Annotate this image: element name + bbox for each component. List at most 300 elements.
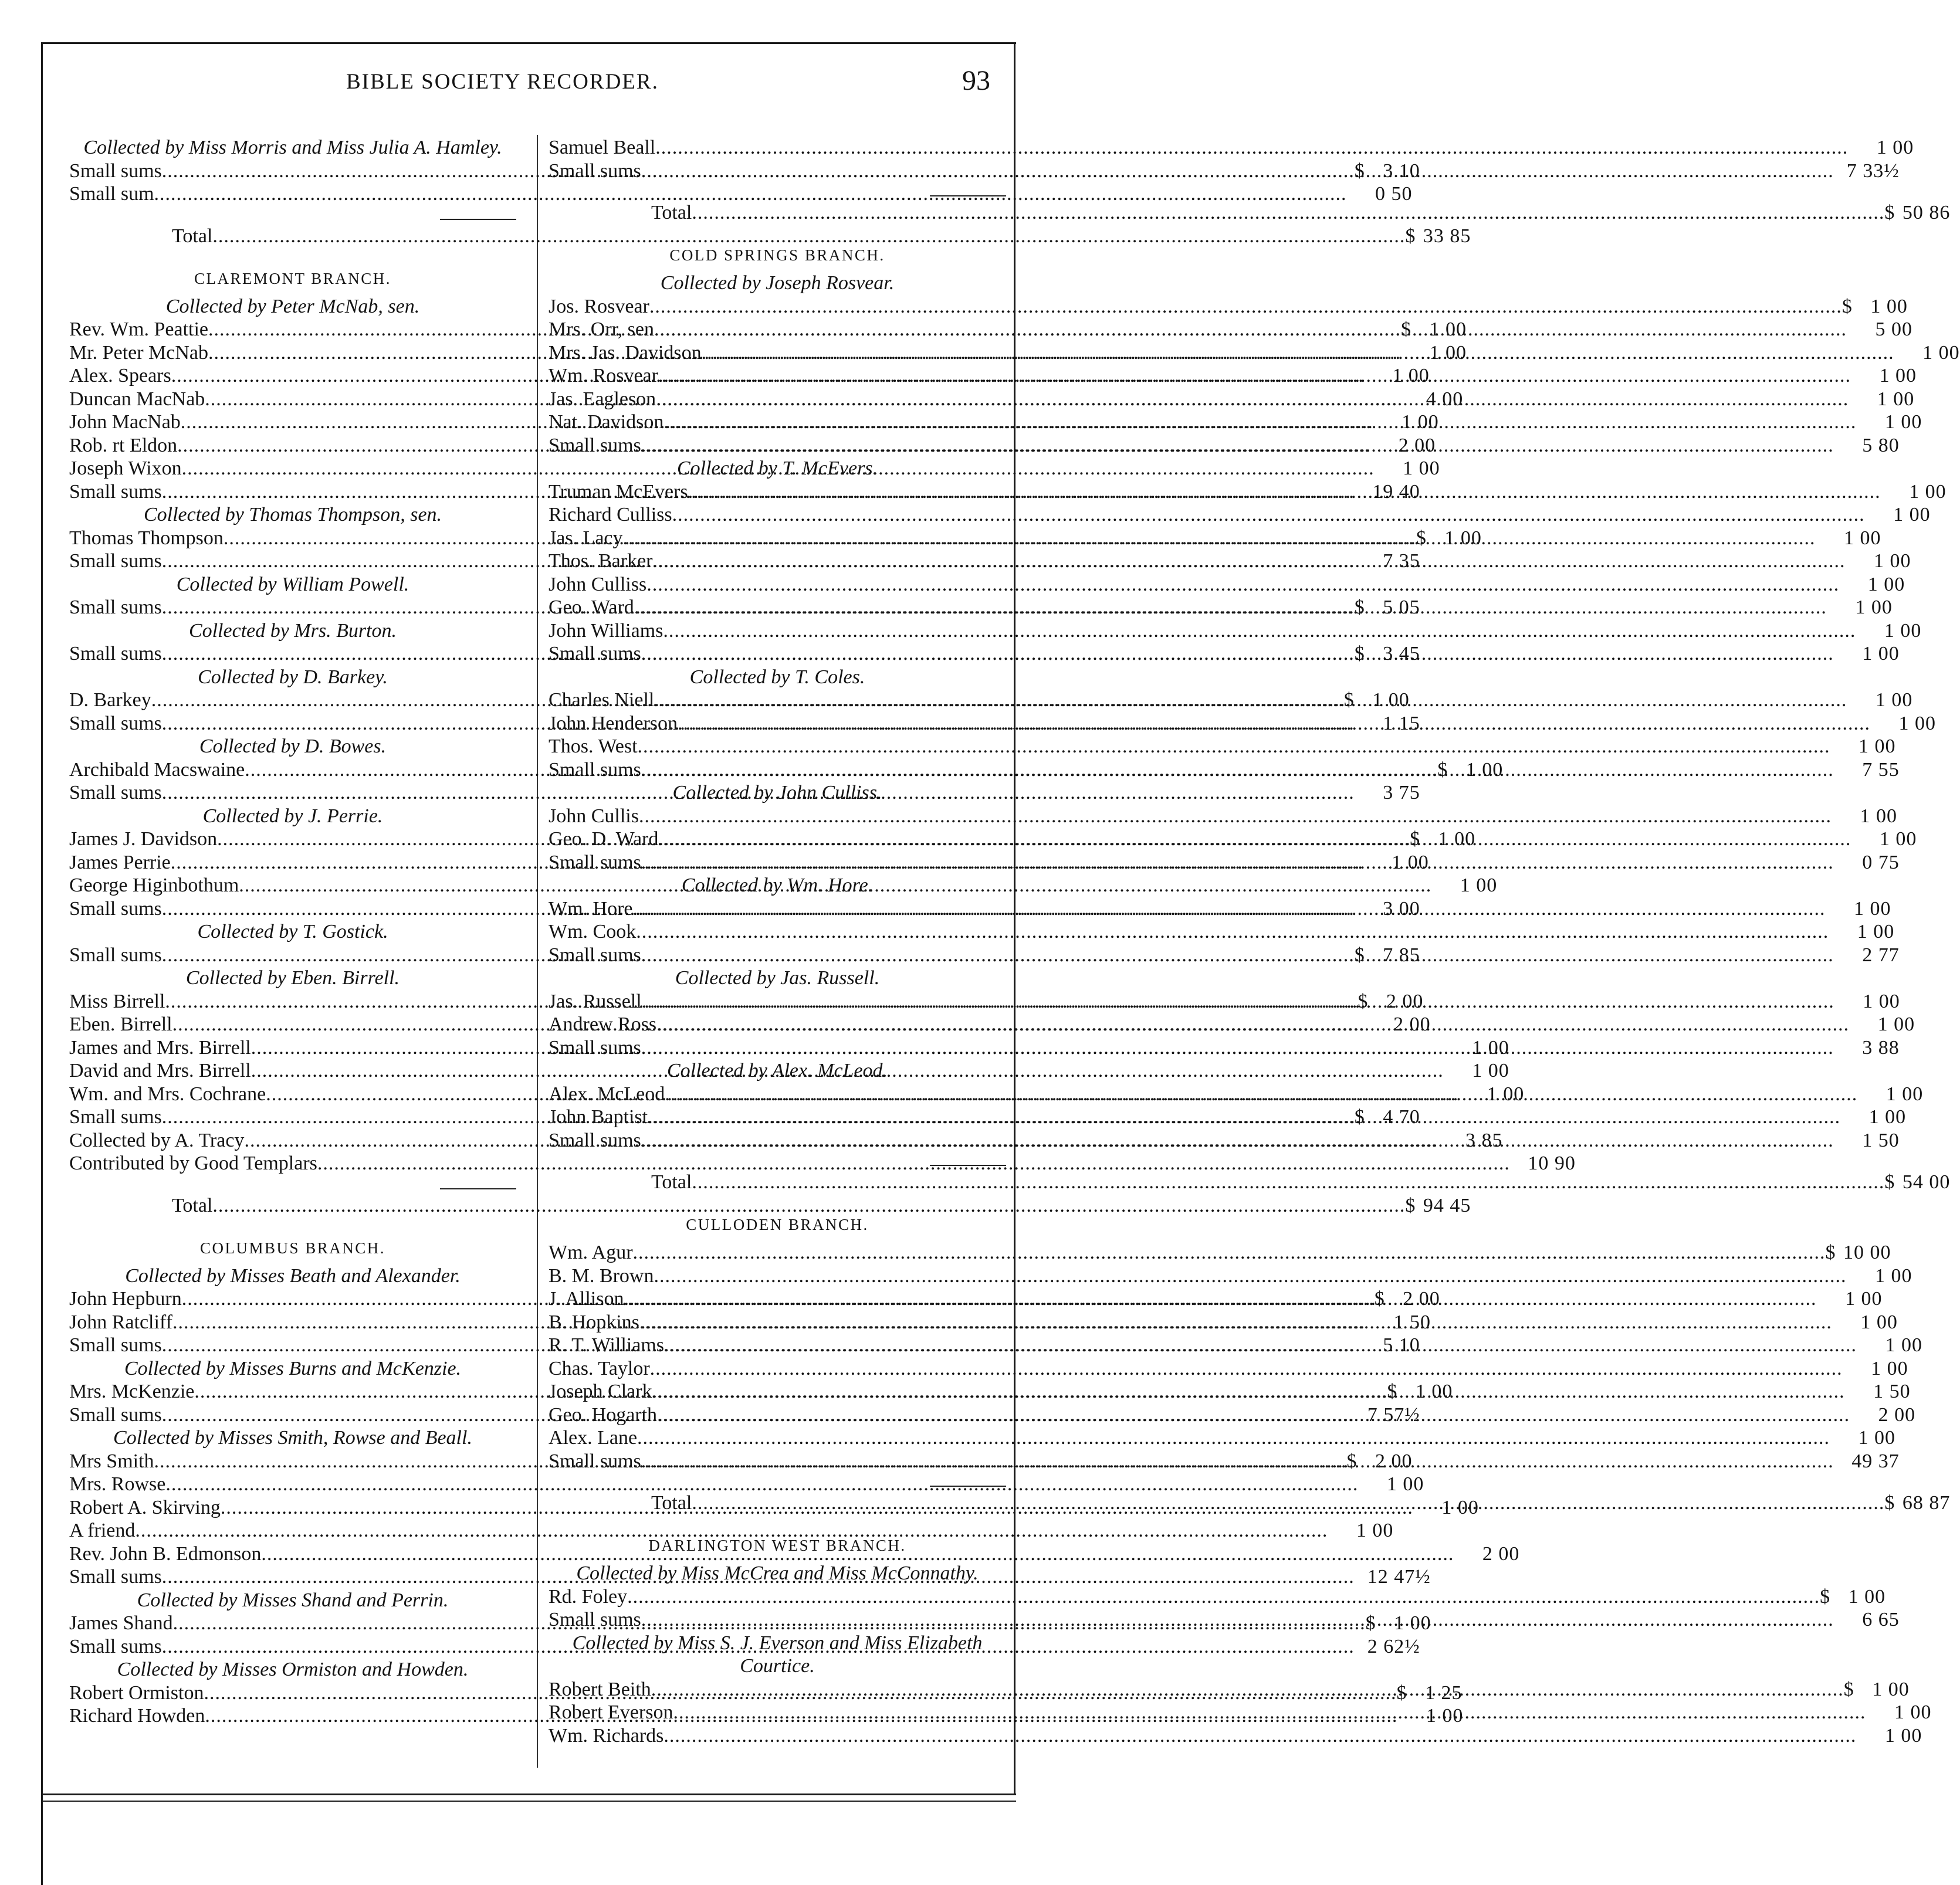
currency-sign: $	[1437, 758, 1448, 781]
entry-amount: 1 00	[1848, 1585, 1886, 1608]
entry-row	[549, 364, 1917, 388]
entry-name: Small sums	[69, 160, 162, 182]
entry-name: Geo. Ward	[549, 596, 634, 618]
entry-name: Mrs. Jas. Davidson	[549, 341, 702, 364]
currency-sign: $	[1343, 689, 1354, 711]
entry-amount: 1 00	[1438, 828, 1476, 850]
entry-name: Small sum	[69, 183, 154, 205]
entry-amount: 1 00	[1356, 1520, 1394, 1541]
entry-name: Small sums	[69, 1106, 162, 1128]
entry-amount: 1 00	[1444, 527, 1482, 549]
collector-heading: Collected by T. McEvers.	[676, 457, 878, 479]
entry-name: Robert Beith	[549, 1678, 651, 1700]
entry-name: Jas. Russell	[549, 990, 642, 1012]
collector-heading: Collected by Misses Smith, Rowse and Beall.	[113, 1427, 472, 1449]
entry-amount: 1 50	[1393, 1311, 1431, 1333]
entry-name: Small sums	[549, 758, 641, 781]
entry-amount: 1 00	[1415, 1381, 1453, 1402]
currency-sign: $	[1820, 1585, 1830, 1608]
entry-amount: 7 35	[1383, 550, 1420, 572]
currency-sign: $	[1825, 1242, 1836, 1263]
entry-amount: 2 00	[1386, 990, 1424, 1012]
entry-name: Wm. Agur	[549, 1242, 633, 1263]
entry-amount: 1 00	[1874, 1264, 1912, 1287]
entry-amount: 2 00	[1393, 1013, 1431, 1035]
dot-leader	[636, 920, 1829, 944]
collector-heading: Collected by Mrs. Burton.	[188, 619, 397, 642]
entry-name: Andrew Ross	[549, 1013, 657, 1035]
entry-amount: 1 00	[1426, 1705, 1464, 1727]
entry-amount: 1 00	[1885, 1334, 1922, 1356]
dot-leader	[692, 200, 1884, 226]
entry-amount: 1 00	[1884, 1724, 1922, 1747]
entry-amount: 5 80	[1862, 434, 1900, 456]
entry-name: Small sums	[69, 643, 162, 665]
dot-leader	[688, 480, 1881, 504]
dot-leader	[658, 828, 1851, 851]
entry-name: R. T. Williams	[549, 1334, 664, 1356]
entry-name: Rob. rt Eldon	[69, 434, 178, 456]
entry-name: Jos. Rosvear	[549, 295, 649, 317]
entry-amount: 1 00	[1465, 758, 1504, 781]
entry-name: Small sums	[69, 944, 162, 966]
entry-amount: 3 88	[1862, 1036, 1900, 1059]
entry-name: Miss Birrell	[69, 990, 165, 1012]
dot-leader	[641, 851, 1834, 874]
currency-sign: $	[1410, 828, 1420, 850]
entry-row	[549, 411, 1922, 434]
dot-leader	[641, 434, 1834, 457]
currency-sign: $	[1405, 1194, 1416, 1216]
entry-name: Contributed by Good Templars	[69, 1152, 317, 1174]
currency-sign: $	[1843, 1678, 1854, 1700]
dot-leader	[658, 364, 1851, 388]
entry-amount: 1 00	[1863, 990, 1900, 1012]
dot-leader	[646, 573, 1839, 596]
page-frame-top-rule	[42, 42, 1016, 44]
dot-leader	[652, 1380, 1845, 1403]
entry-name: James J. Davidson	[69, 828, 218, 850]
spacer	[549, 226, 1006, 239]
entry-amount: 1 00	[1394, 1612, 1431, 1634]
dot-leader	[656, 388, 1849, 411]
entry-row	[549, 341, 1960, 365]
currency-sign: $	[1354, 944, 1365, 966]
entry-name: John Williams	[549, 619, 664, 642]
total-rule	[69, 1175, 516, 1193]
entry-amount: 1 00	[1909, 480, 1947, 503]
spacer	[69, 1219, 516, 1232]
entry-amount: 1 50	[1862, 1129, 1900, 1151]
entry-name: Mrs. Rowse	[69, 1473, 166, 1495]
dot-leader	[692, 1169, 1884, 1195]
dot-leader	[623, 527, 1816, 550]
dot-leader	[641, 1450, 1834, 1473]
entry-name: A friend	[69, 1520, 136, 1541]
collector-heading: Collected by J. Perrie.	[202, 805, 383, 827]
collector-heading: Collected by T. Gostick.	[197, 921, 388, 942]
entry-name: Archibald Macswaine	[69, 758, 245, 781]
currency-sign: $	[1884, 202, 1895, 223]
entry-amount: 1 00	[1877, 388, 1915, 410]
entry-row	[549, 920, 1895, 944]
dot-leader	[641, 1036, 1834, 1060]
entry-name: Rev. Wm. Peattie	[69, 318, 209, 340]
entry-row	[549, 689, 1913, 712]
total-rule	[549, 1152, 1006, 1169]
entry-row	[549, 573, 1905, 596]
currency-sign: $	[1405, 225, 1416, 247]
collector-heading: Collected by John Culliss.	[672, 782, 882, 804]
entry-amount: 3 00	[1383, 897, 1420, 920]
entry-name: Robert Ormiston	[69, 1681, 204, 1704]
dot-leader	[654, 689, 1847, 712]
entry-amount: 7 57½	[1367, 1403, 1420, 1426]
entry-amount: 1 00	[1894, 1701, 1932, 1723]
entry-name: Collected by A. Tracy	[69, 1129, 245, 1151]
collector-heading: Collected by Miss Morris and Miss Julia A. Hamley.	[83, 137, 502, 158]
entry-name: D. Barkey	[69, 689, 151, 711]
entry-name: Geo. Hogarth	[549, 1403, 658, 1426]
dot-leader	[641, 160, 1834, 183]
entry-amount: 1 00	[1857, 921, 1895, 942]
currency-sign: $	[1354, 1106, 1365, 1128]
entry-name: Small sums	[69, 596, 162, 618]
entry-name: John Culliss	[549, 573, 647, 595]
branch-heading: CULLODEN BRANCH.	[686, 1216, 869, 1233]
dot-leader	[654, 318, 1847, 341]
total-label: Total	[172, 1194, 213, 1216]
collector-heading: Collected by Jas. Russell.	[675, 967, 880, 989]
total-label: Total	[651, 1492, 692, 1514]
entry-amount: 1 00	[1487, 1083, 1525, 1105]
total-amount: 33 85	[1423, 225, 1471, 247]
entry-name: John Baptist	[549, 1106, 648, 1128]
dot-leader	[641, 944, 1834, 967]
entry-row	[549, 1083, 1924, 1106]
entry-name: Small sums	[549, 643, 641, 665]
entry-name: Robert Everson	[549, 1701, 673, 1723]
entry-row	[549, 295, 1908, 318]
dot-leader	[672, 503, 1865, 527]
currency-sign: $	[1884, 1492, 1895, 1514]
entry-amount: 1 00	[1870, 295, 1908, 317]
dot-leader	[650, 1357, 1843, 1381]
dot-leader	[664, 1334, 1857, 1357]
entry-amount: 1 00	[1885, 1083, 1924, 1105]
entry-name: Richard Howden	[69, 1705, 205, 1727]
total-row	[549, 1169, 1951, 1195]
total-amount: 94 45	[1423, 1194, 1471, 1216]
total-label: Total	[172, 225, 213, 247]
entry-amount: 1 00	[1372, 689, 1410, 711]
collector-heading: Collected by Misses Beath and Alexander.	[125, 1264, 461, 1287]
dot-leader	[678, 712, 1870, 735]
collector-heading: Collected by Alex. McLeod.	[666, 1060, 888, 1081]
entry-name: James and Mrs. Birrell	[69, 1036, 251, 1059]
dot-leader	[664, 411, 1856, 434]
currency-sign: $	[1374, 1288, 1384, 1310]
total-row	[549, 200, 1951, 226]
entry-amount: 5 10	[1383, 1334, 1420, 1356]
entry-row	[549, 619, 1922, 643]
entry-amount: 1 00	[1875, 689, 1913, 711]
entry-amount: 7 55	[1862, 758, 1900, 781]
entry-name: Thos. Barker	[549, 550, 653, 572]
total-amount: 54 00	[1902, 1171, 1951, 1193]
entry-amount: 1 50	[1873, 1381, 1911, 1402]
currency-sign: $	[1841, 295, 1852, 317]
entry-amount: 1 00	[1874, 550, 1911, 572]
entry-amount: 1 00	[1879, 828, 1917, 850]
entry-name: Eben. Birrell	[69, 1013, 172, 1035]
entry-amount: 2 00	[1878, 1403, 1916, 1426]
collector-heading: Collected by Wm. Hore.	[681, 874, 874, 896]
entry-amount: 2 00	[1398, 434, 1436, 456]
entry-row	[549, 805, 1897, 828]
entry-name: Mrs Smith	[69, 1450, 154, 1472]
branch-heading: DARLINGTON WEST BRANCH.	[648, 1537, 906, 1554]
entry-name: Small sums	[69, 1566, 162, 1588]
total-label: Total	[651, 202, 692, 223]
entry-row	[69, 1519, 1394, 1542]
total-amount: 50 86	[1902, 202, 1951, 223]
entry-amount: 19 40	[1372, 480, 1420, 503]
entry-amount: 10 00	[1843, 1242, 1891, 1263]
entry-row	[549, 1426, 1896, 1450]
entry-amount: 2 00	[1482, 1542, 1520, 1565]
entry-name: John Hepburn	[69, 1288, 182, 1310]
entry-amount: 1 00	[1879, 365, 1917, 387]
page-number: 93	[962, 65, 990, 96]
entry-amount: 1 00	[1868, 1106, 1907, 1128]
dot-leader	[656, 1013, 1849, 1036]
entry-amount: 1 00	[1867, 573, 1905, 595]
spacer	[549, 1516, 1006, 1529]
entry-name: Alex. Lane	[549, 1427, 638, 1449]
dot-leader	[642, 990, 1834, 1013]
entry-row	[69, 182, 1413, 206]
total-rule	[549, 1473, 1006, 1490]
entry-name: George Higinbothum	[69, 874, 239, 896]
dot-leader	[633, 1241, 1826, 1264]
entry-name: John MacNab	[69, 411, 181, 433]
entry-name: Robert A. Skirving	[69, 1496, 221, 1518]
entry-amount: 3 10	[1383, 160, 1420, 182]
entry-amount: 2 77	[1862, 944, 1900, 966]
entry-row	[69, 1473, 1424, 1496]
entry-name: Richard Culliss	[549, 504, 672, 526]
dot-leader	[641, 642, 1834, 666]
collector-heading: Collected by Eben. Birrell.	[185, 967, 400, 989]
dot-leader	[624, 1287, 1816, 1311]
total-rule	[549, 182, 1006, 200]
entry-amount: 0 50	[1375, 183, 1413, 205]
currency-sign: $	[1884, 1171, 1895, 1193]
entry-amount: 1 00	[1429, 341, 1467, 364]
dot-leader	[639, 1311, 1832, 1334]
collector-heading: Collected by D. Bowes.	[199, 735, 387, 757]
entry-amount: 1 00	[1860, 805, 1897, 827]
entry-row	[549, 503, 1931, 527]
collector-heading: Collected by T. Coles.	[689, 666, 865, 688]
entry-amount: 4 00	[1426, 388, 1464, 410]
entry-name: Small sums	[549, 1609, 641, 1630]
entry-name: David and Mrs. Birrell	[69, 1060, 251, 1081]
entry-amount: 1 00	[1858, 1427, 1896, 1449]
entry-name: John Cullis	[549, 805, 639, 827]
entry-amount: 7 85	[1383, 944, 1420, 966]
entry-name: Nat. Davidson	[549, 411, 664, 433]
entry-row	[549, 1701, 1932, 1724]
entry-amount: 1 00	[1893, 504, 1931, 526]
entry-name: Small sums	[549, 1129, 641, 1151]
branch-heading: CLAREMONT BRANCH.	[194, 269, 392, 287]
entry-amount: 1 00	[1884, 411, 1922, 433]
entry-row	[549, 1264, 1912, 1288]
entry-amount: 1 00	[1441, 1496, 1479, 1518]
entry-name: Small sums	[69, 550, 162, 572]
entry-row	[69, 642, 1420, 666]
entry-name: Small sums	[549, 160, 641, 182]
collector-heading: Collected by D. Barkey.	[198, 666, 388, 688]
dot-leader	[638, 735, 1830, 758]
entry-amount: 1 00	[1884, 619, 1922, 642]
entry-row	[549, 828, 1917, 851]
currency-sign: $	[1346, 1450, 1357, 1472]
total-row	[69, 1193, 1471, 1219]
page-frame-left-rule	[41, 42, 43, 1885]
entry-amount: 12 47½	[1367, 1566, 1431, 1588]
dot-leader	[641, 758, 1834, 782]
entry-name: Charles Niell	[549, 689, 655, 711]
entry-row	[549, 1357, 1908, 1381]
dot-leader	[657, 1403, 1850, 1427]
entry-name: Wm. Richards	[549, 1724, 664, 1747]
entry-name: Wm. Rosvear	[549, 365, 658, 387]
entry-amount: 1 00	[1862, 643, 1900, 665]
entry-name: Samuel Beall	[549, 137, 656, 158]
entry-amount: 0 75	[1862, 851, 1900, 873]
entry-name: Joseph Clark	[549, 1381, 652, 1402]
dot-leader	[651, 1678, 1844, 1701]
currency-sign: $	[1416, 527, 1426, 549]
entry-amount: 4 70	[1383, 1106, 1420, 1128]
entry-amount: 1 00	[1402, 411, 1439, 433]
entry-name: Small sums	[69, 897, 162, 920]
entry-amount: 1 15	[1383, 712, 1420, 734]
entry-amount: 1 00	[1403, 457, 1440, 479]
spacer	[549, 1195, 1006, 1208]
dot-leader	[673, 1701, 1866, 1724]
entry-name: James Shand	[69, 1612, 173, 1634]
currency-sign: $	[1396, 1681, 1407, 1704]
collector-heading: Collected by Thomas Thompson, sen.	[143, 504, 442, 526]
entry-name: James Perrie	[69, 851, 171, 873]
dot-leader	[641, 1608, 1834, 1632]
entry-name: Small sums	[69, 1334, 162, 1356]
entry-name: Small sums	[549, 851, 641, 873]
entry-name: Small sums	[69, 712, 162, 734]
entry-name: Small sums	[69, 1635, 162, 1657]
collector-heading: Collected by Miss S. J. Everson and Miss Elizabeth Courtice.	[572, 1632, 983, 1677]
entry-name: Joseph Wixon	[69, 457, 182, 479]
dot-leader	[692, 1490, 1884, 1516]
dot-leader	[664, 1724, 1856, 1748]
entry-name: Geo. D. Ward	[549, 828, 659, 850]
entry-amount: 3 85	[1465, 1129, 1503, 1151]
entry-name: Small sums	[69, 782, 162, 804]
dot-leader	[665, 1083, 1857, 1106]
dot-leader	[639, 805, 1832, 828]
entry-amount: 1 00	[1392, 365, 1430, 387]
entry-name: Wm. and Mrs. Cochrane	[69, 1083, 266, 1105]
entry-name: Small sums	[549, 944, 641, 966]
entry-amount: 1 00	[1922, 341, 1960, 364]
entry-amount: 3 45	[1383, 643, 1420, 665]
entry-name: Small sums	[549, 434, 641, 456]
currency-sign: $	[1354, 596, 1365, 618]
entry-name: Mr. Peter McNab	[69, 341, 209, 364]
collector-heading: Collected by Misses Shand and Perrin.	[137, 1589, 449, 1611]
entry-amount: 1 00	[1429, 318, 1467, 340]
entry-amount: 2 00	[1375, 1450, 1413, 1472]
entry-name: Thos. West	[549, 735, 638, 757]
collector-heading: Collected by Peter McNab, sen.	[165, 295, 420, 317]
entry-name: Alex. McLeod	[549, 1083, 665, 1105]
entry-name: Rd. Foley	[549, 1585, 628, 1608]
entry-name: Mrs. Orr, sen	[549, 318, 654, 340]
dot-leader	[634, 596, 1827, 619]
entry-name: John Henderson	[549, 712, 678, 734]
entry-name: Truman McEvers	[549, 480, 688, 503]
entry-amount: 1 00	[1460, 874, 1498, 896]
entry-row	[549, 1585, 1886, 1609]
total-amount: 68 87	[1902, 1492, 1951, 1514]
dot-leader	[654, 1264, 1846, 1288]
entry-amount: 1 00	[1855, 596, 1893, 618]
entry-amount: 1 00	[1872, 1678, 1910, 1700]
entry-name: B. Hopkins	[549, 1311, 639, 1333]
entry-amount: 7 33½	[1846, 160, 1900, 182]
dot-leader	[633, 897, 1826, 921]
dot-leader	[655, 136, 1848, 160]
entry-amount: 49 37	[1851, 1450, 1900, 1472]
currency-sign: $	[1365, 1612, 1376, 1634]
currency-sign: $	[1354, 643, 1365, 665]
entry-amount: 1 00	[1844, 527, 1881, 549]
entry-amount: 1 00	[1472, 1036, 1509, 1059]
entry-amount: 5 00	[1875, 318, 1912, 340]
currency-sign: $	[1387, 1381, 1397, 1402]
entry-name: Small sums	[69, 1403, 162, 1426]
entry-row	[69, 1152, 1576, 1175]
entry-amount: 1 00	[1859, 735, 1896, 757]
entry-amount: 1 00	[1472, 1060, 1509, 1081]
entry-row	[549, 735, 1896, 758]
entry-name: Rev. John B. Edmonson	[69, 1542, 262, 1565]
dot-leader	[641, 1129, 1834, 1152]
entry-row	[69, 160, 1420, 183]
entry-name: B. M. Brown	[549, 1264, 654, 1287]
entry-name: Wm. Cook	[549, 921, 637, 942]
collector-heading: Collected by William Powell.	[176, 573, 409, 595]
running-head: BIBLE SOCIETY RECORDER.	[346, 70, 659, 94]
entry-amount: 1 25	[1424, 1681, 1463, 1704]
entry-amount: 1 00	[1877, 1013, 1915, 1035]
entry-row	[549, 527, 1881, 550]
entry-amount: 3 75	[1383, 782, 1420, 804]
